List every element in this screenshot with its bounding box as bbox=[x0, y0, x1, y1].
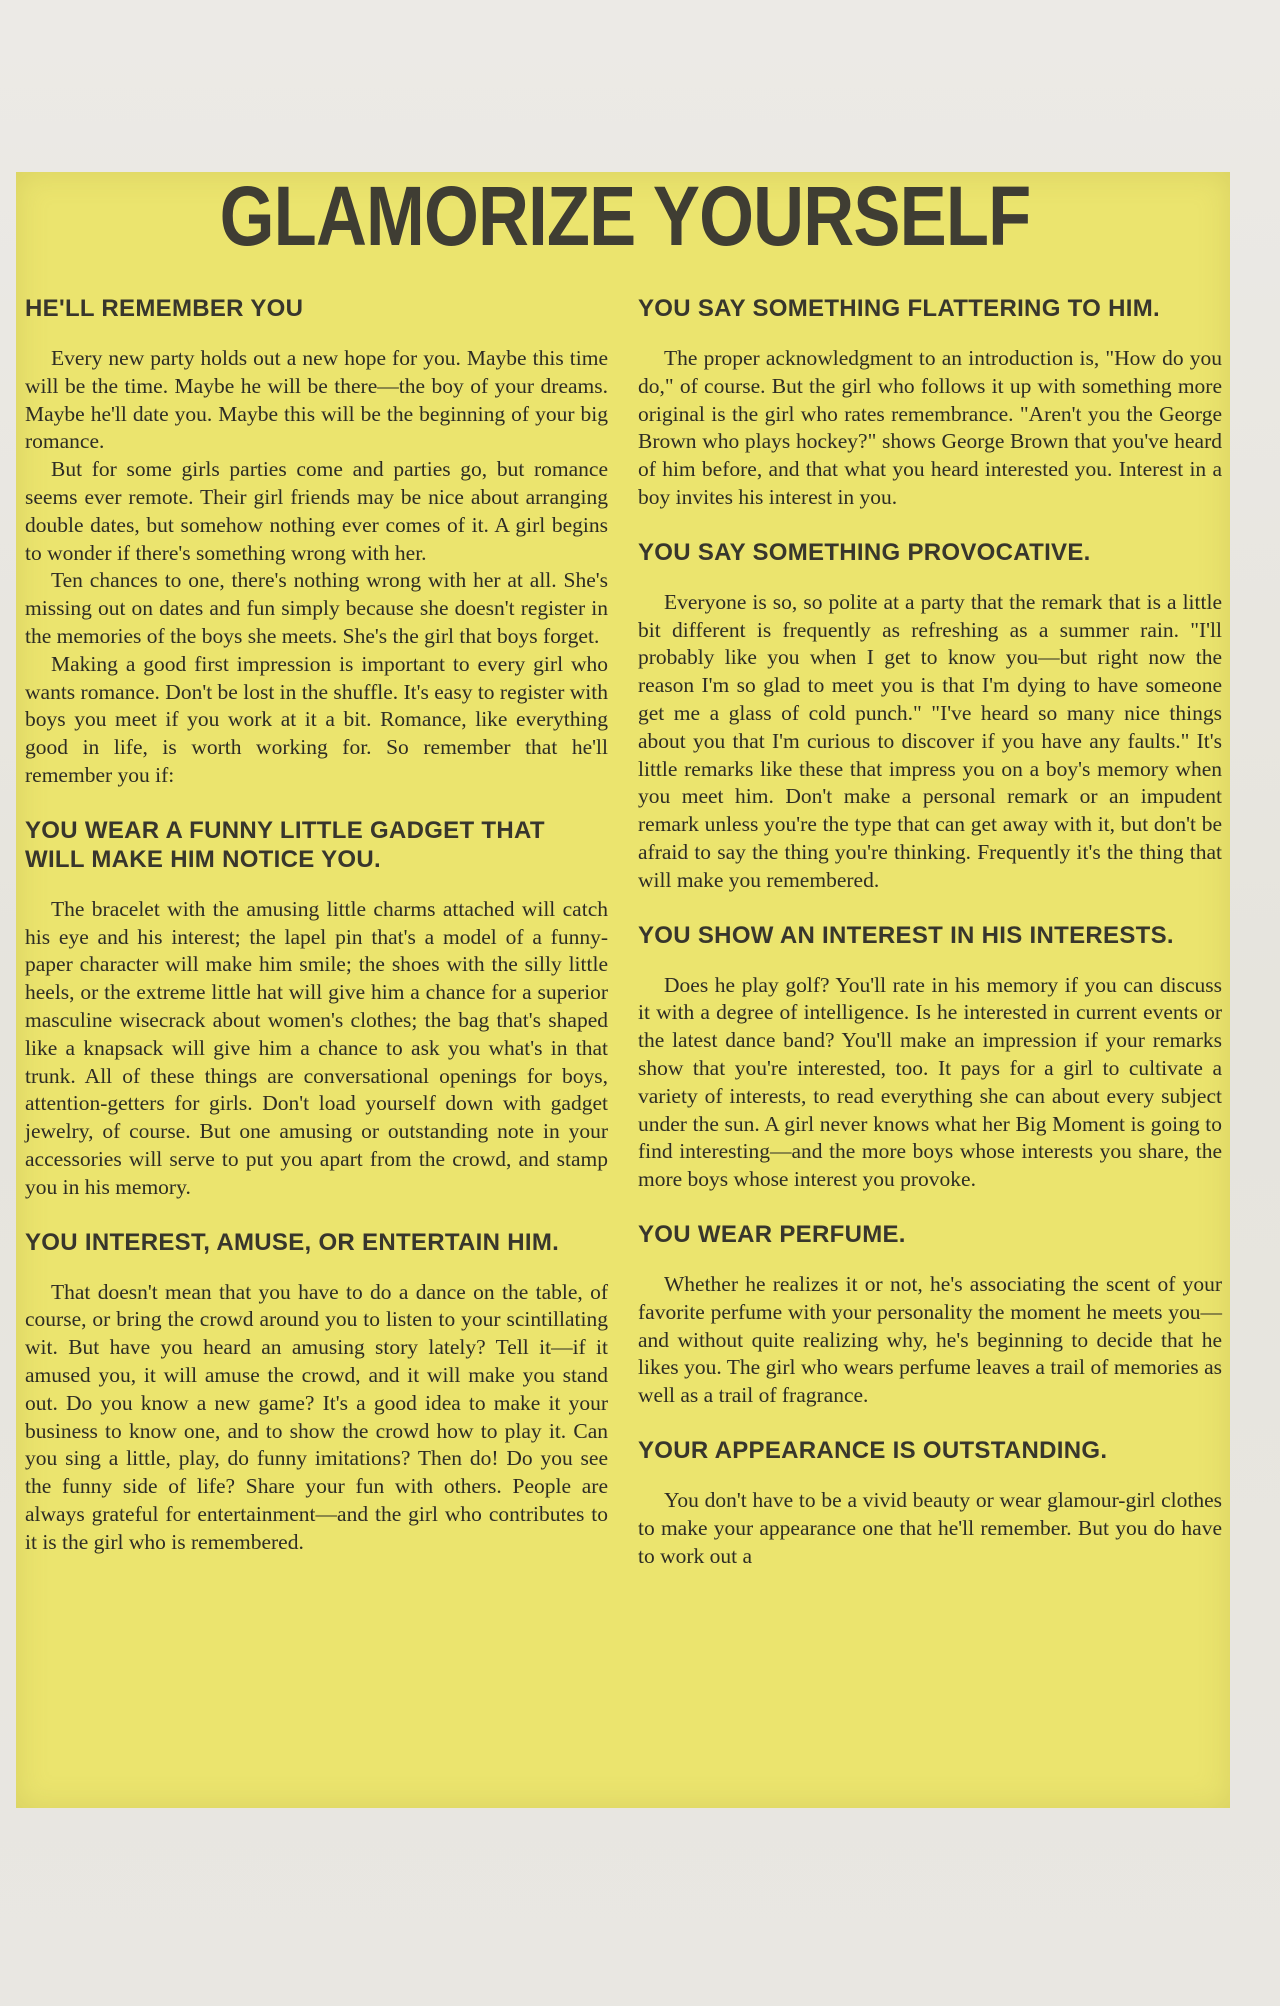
paragraph: Making a good first impression is important to every girl who wants romance. Don't be lost in the shuffle. It's easy to register with boys you meet if you work at it a bit. Romance, like everything good in life, is worth working for. So remember that he'll remember you if: bbox=[25, 651, 608, 787]
article-section bbox=[25, 294, 608, 790]
article-section bbox=[638, 1220, 1222, 1410]
paragraph: You don't have to be a vivid beauty or wear glamour-girl clothes to make your appearance one that he'll remember. But you do have to work out a bbox=[638, 1487, 1222, 1568]
paragraph: Whether he realizes it or not, he's associating the scent of your favorite perfume with your personality the moment he meets you—and without quite realizing why, he's beginning to decide that he likes you. The girl who wears perfume leaves a trail of memories as well as a trail of fragrance. bbox=[638, 1271, 1222, 1408]
left-column bbox=[25, 294, 608, 1582]
section-heading: YOU WEAR A FUNNY LITTLE GADGET THAT WILL MAKE HIM NOTICE YOU. bbox=[25, 816, 545, 873]
paragraph: But for some girls parties come and parties go, but romance seems ever remote. Their girl friends may be nice about arranging double dates, but somehow nothing ever comes of it. A girl begins to wonder if there's something wrong with her. bbox=[25, 457, 608, 565]
section-heading: YOUR APPEARANCE IS OUTSTANDING. bbox=[638, 1436, 1108, 1464]
article-section bbox=[638, 921, 1222, 1194]
paragraph: Does he play golf? You'll rate in his memory if you can discuss it with a degree of intelligence. Is he interested in current events or the latest dance band? You'll make an impression if your remarks show that you're interested, too. It pays for a girl to cultivate a variety of interests, to read everything she can about every subject under the sun. A girl never knows what her Big Moment is going to find interesting—and the more boys whose interests you share, the more boys whose interest you provoke. bbox=[638, 972, 1222, 1192]
article-section bbox=[638, 1436, 1222, 1570]
article-section bbox=[638, 538, 1222, 895]
paragraph: Everyone is so, so polite at a party that the remark that is a little bit different is frequently as refreshing as a summer rain. "I'll probably like you when I get to know you—but right now the reason I'm so glad to meet you is that I'm dying to have someone get me a glass of cold punch." "I've heard so many nice things about you that I'm curious to discover if you have any faults." It's little remarks like these that impress you on a boy's memory when you meet him. Don't make a personal remark or an impudent remark unless you're the type that can get away with it, but don't be afraid to say the thing you're thinking. Frequently it's the thing that will make you remembered. bbox=[638, 589, 1222, 892]
paragraph: The proper acknowledgment to an introduction is, "How do you do," of course. But the girl who follows it up with something more original is the girl who rates remembrance. "Aren't you the George Brown who plays hockey?" shows George Brown that you've heard of him before, and that what you heard interested you. Interest in a boy invites his interest in you. bbox=[638, 346, 1222, 509]
article-section bbox=[25, 1228, 608, 1557]
section-heading: HE'LL REMEMBER YOU bbox=[25, 295, 304, 322]
paragraph: Every new party holds out a new hope for you. Maybe this time will be the time. Maybe he will be there—the boy of your dreams. Maybe he'll date you. Maybe this will be the beginning of your big romance. bbox=[25, 346, 608, 454]
paragraph: Ten chances to one, there's nothing wrong with her at all. She's missing out on dates and fun simply because she doesn't register in the memories of the boys she meets. She's the girl that boys forget. bbox=[25, 568, 608, 648]
article-section bbox=[25, 816, 608, 1202]
section-heading: YOU SAY SOMETHING FLATTERING TO HIM. bbox=[638, 295, 1160, 322]
section-heading: YOU SAY SOMETHING PROVOCATIVE. bbox=[638, 538, 1091, 566]
paragraph: That doesn't mean that you have to do a dance on the table, of course, or bring the crowd around you to listen to your scintillating wit. But have you heard an amusing story lately? Tell it—if it amused you, it will amuse the crowd, and it will make you stand out. Do you know a new game? It's a good idea to make it your business to know one, and to show the crowd how to play it. Can you sing a little, play, do funny imitations? Then do! Do you see the funny side of life? Share your fun with others. People are always grateful for entertainment—and the girl who contributes to it is the girl who is remembered. bbox=[25, 1279, 608, 1554]
section-heading: YOU SHOW AN INTEREST IN HIS INTERESTS. bbox=[638, 921, 1174, 949]
right-column bbox=[638, 294, 1222, 1596]
section-heading: YOU WEAR PERFUME. bbox=[638, 1220, 906, 1248]
paragraph: The bracelet with the amusing little charms attached will catch his eye and his interest; the lapel pin that's a model of a funny-paper character will make him smile; the shoes with the silly little heels, or the extreme little hat will give him a chance for a superior masculine wisecrack about women's clothes; the bag that's shaped like a knapsack will give him a chance to ask you what's in that trunk. All of these things are conversational openings for boys, attention-getters for girls. Don't load yourself down with gadget jewelry, of course. But one amusing or outstanding note in your accessories will serve to put you apart from the crowd, and stamp you in his memory. bbox=[25, 896, 608, 1199]
page-title: GLAMORIZE YOURSELF bbox=[219, 169, 1031, 263]
article-section bbox=[638, 294, 1222, 512]
section-heading: YOU INTEREST, AMUSE, OR ENTERTAIN HIM. bbox=[25, 1228, 560, 1256]
